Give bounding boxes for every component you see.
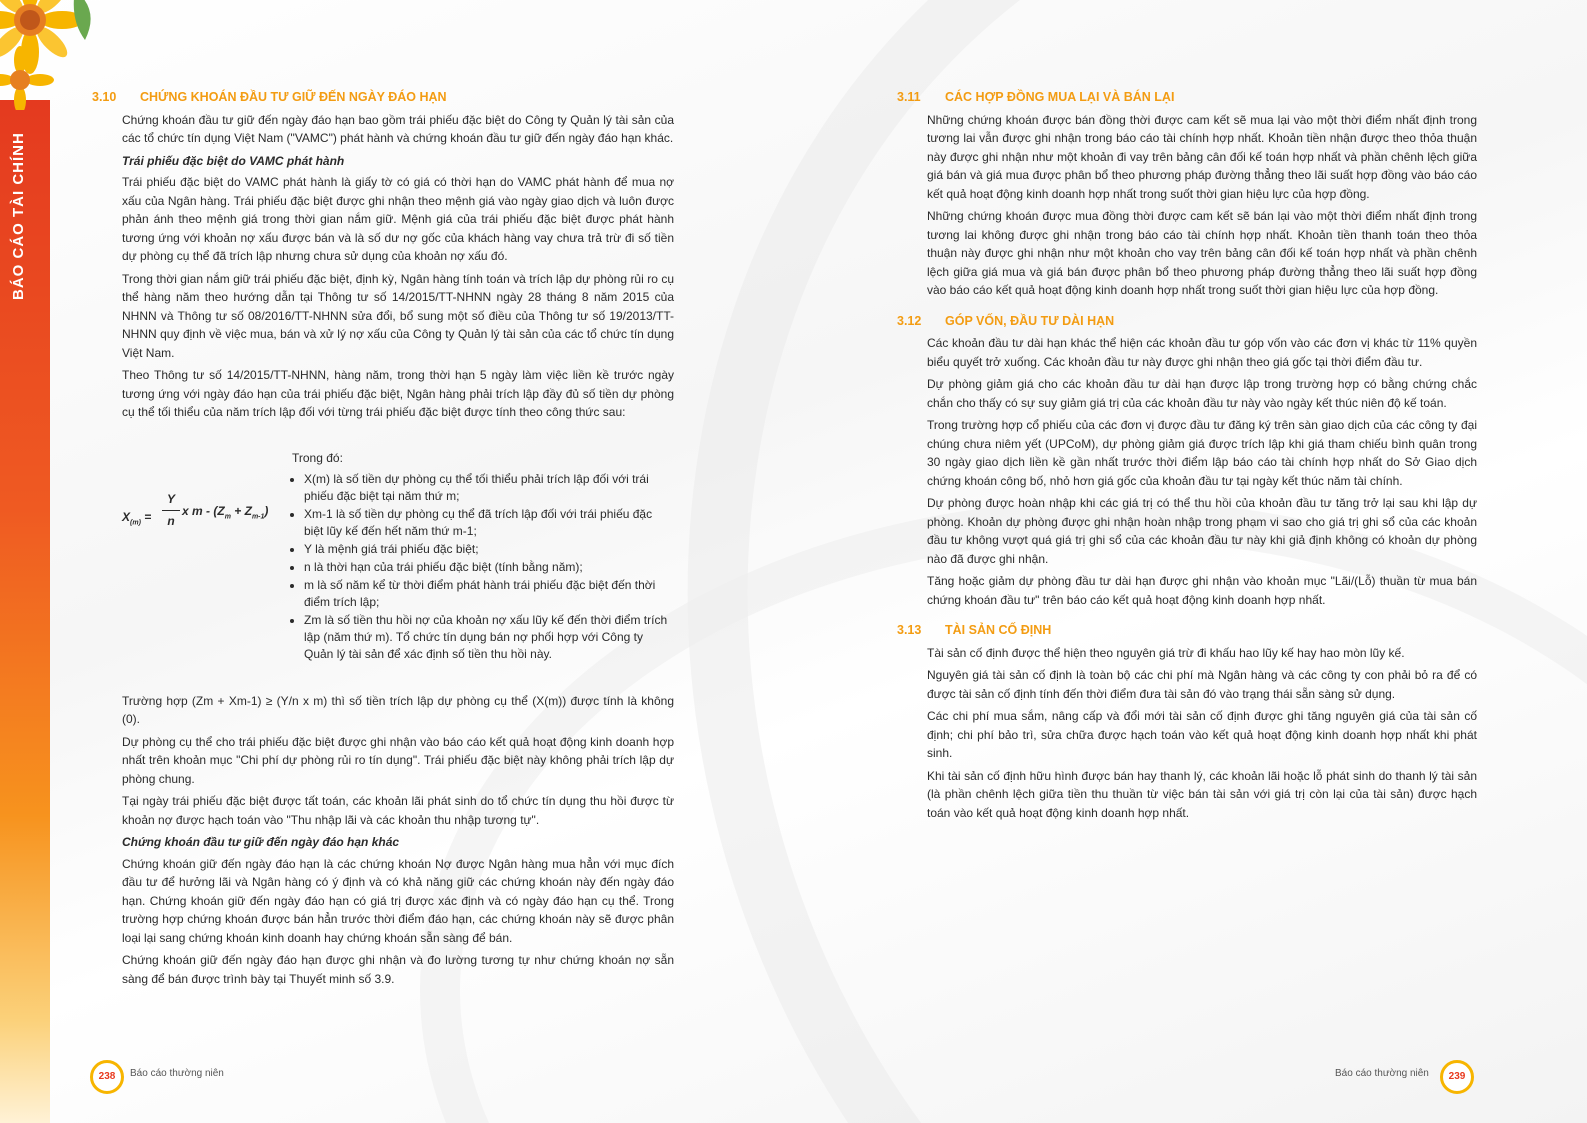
subheading: Chứng khoán đầu tư giữ đến ngày đáo hạn khác <box>122 835 400 849</box>
legend-item: • Xm-1 là số tiền dự phòng cụ thể đã trích lập đối với trái phiếu đặc biệt lũy kế đến hết năm thứ m-1; <box>304 506 674 540</box>
footer-title-left: Báo cáo thường niên <box>130 1068 224 1079</box>
paragraph: Tăng hoặc giảm dự phòng đầu tư dài hạn được ghi nhận vào khoản mục "Lãi/(Lỗ) thuần từ mua bán chứng khoán đầu tư" trên báo cáo kết quả hoạt động kinh doanh hợp nhất. <box>927 574 1477 607</box>
left-column <box>92 88 674 992</box>
legend-item: • m là số năm kể từ thời điểm phát hành trái phiếu đặc biệt đến thời điểm trích lập; <box>304 577 674 611</box>
paragraph: Dự phòng cụ thể cho trái phiếu đặc biệt được ghi nhận vào báo cáo kết quả hoạt động kinh doanh hợp nhất trên khoản mục "Chi phí dự phòng rủi ro tín dụng". Trái phiếu đặc biệt này không phải trích lập dự phòng chung. <box>122 734 674 786</box>
formula-block <box>122 450 674 682</box>
page-number-right: 239 <box>1440 1060 1474 1094</box>
formula-equals: = <box>144 509 152 524</box>
footer-title-right: Báo cáo thường niên <box>1335 1068 1429 1079</box>
paragraph: Những chứng khoán được mua đồng thời được cam kết sẽ bán lại vào một thời điểm nhất định trong tương lai không được ghi nhận trong báo cáo tài chính hợp nhất. Khoản tiền thanh toán theo thỏa thuận này được ghi nhận như một khoản cho vay trên bảng cân đối kế toán hợp nhất và phần chênh lệch giữa giá mua và giá bán được phân bổ theo phương pháp đường thẳng theo lãi suất hợp đồng vào báo cáo kết quả hoạt động kinh doanh hợp nhất trong suốt thời gian hiệu lực của hợp đồng. <box>927 209 1477 297</box>
paragraph: Chứng khoán giữ đến ngày đáo hạn là các chứng khoán Nợ được Ngân hàng mua hẳn với mục đích đầu tư để hưởng lãi và Ngân hàng có ý định và có khả năng giữ các chứng khoán này đến ngày đáo hạn. Chứng khoán giữ đến ngày đáo hạn có giá trị được xác định và có ngày đáo hạn cụ thể. Trong trường hợp chứng khoán được bán hẳn trước thời điểm đáo hạn, các chứng khoán này sẽ được phân loại lại sang chứng khoán kinh doanh hay chứng khoán sẵn sàng để bán. <box>122 856 674 945</box>
legend-item: • X(m) là số tiền dự phòng cụ thể tối thiểu phải trích lập đối với trái phiếu đặc biệt tại năm thứ m; <box>304 471 674 505</box>
paragraph: Tại ngày trái phiếu đặc biệt được tất toán, các khoản lãi phát sinh do tổ chức tín dụng thu hồi được từ khoản nợ được hạch toán vào "Thu nhập lãi và các khoản thu nhập tương tự". <box>122 794 674 827</box>
formula-z: Z <box>217 503 225 518</box>
formula-z2-sub: m-1 <box>251 512 265 520</box>
paragraph: Tài sản cố định được thể hiện theo nguyên giá trừ đi khấu hao lũy kế hay hao mòn lũy kế. <box>927 645 1405 660</box>
paragraph: Theo Thông tư số 14/2015/TT-NHNN, hàng năm, trong thời hạn 5 ngày làm việc liền kề trước ngày tương ứng với ngày đáo hạn của trái phiếu đặc biệt, Ngân hàng phải trích lập đầy đủ số tiền dự phòng cụ thể tối thiểu của năm trích lập đối với từng trái phiếu đặc biệt được tính theo công thức sau: <box>122 368 674 419</box>
legend-list <box>292 471 674 663</box>
page-number-left: 238 <box>90 1060 124 1094</box>
section-number: 3.11 <box>897 90 921 104</box>
paragraph: Khi tài sản cố định hữu hình được bán hay thanh lý, các khoản lãi hoặc lỗ phát sinh do thanh lý tài sản (là phần chênh lệch giữa tiền thu thuần từ việc bán tài sản với giá trị còn lại của tài sản) được hạch toán vào kết quả hoạt động kinh doanh hợp nhất. <box>927 768 1477 820</box>
section-title: TÀI SẢN CỐ ĐỊNH <box>945 623 1052 637</box>
legend-item: • Zm là số tiền thu hồi nợ của khoản nợ xấu lũy kế đến thời điểm trích lập (năm thứ m). Tổ chức tín dụng bán nợ phối hợp với Công ty Quản lý tài sản để xác định số tiền thu hồi này. <box>304 612 674 663</box>
section-number: 3.12 <box>897 313 922 328</box>
legend-item: • Y là mệnh giá trái phiếu đặc biệt; <box>304 541 674 558</box>
paragraph: Dự phòng giảm giá cho các khoản đầu tư dài hạn được lập trong trường hợp có bằng chứng chắc chắn cho thấy có sự suy giảm giá trị của các khoản đầu tư này vào ngày kết thúc niên độ kế toán. <box>927 377 1477 410</box>
section-number: 3.10 <box>92 90 117 104</box>
formula-z2: Z <box>244 503 252 518</box>
section-heading-3-13 <box>897 621 1477 640</box>
subheading: Trái phiếu đặc biệt do VAMC phát hành <box>122 153 345 168</box>
right-column <box>897 88 1477 826</box>
section-title: GÓP VỐN, ĐẦU TƯ DÀI HẠN <box>945 313 1115 328</box>
section-heading-3-11 <box>897 88 1477 107</box>
provision-formula <box>122 490 282 540</box>
formula-lhs-sub: (m) <box>130 518 141 526</box>
paragraph: Nguyên giá tài sản cố định là toàn bộ các chi phí mà Ngân hàng và các công ty con phải bỏ ra để có được tài sản cố định tính đến thời điểm đưa tài sản đó vào trạng thái sẵn sàng sử dụng. <box>927 668 1477 701</box>
section-number: 3.13 <box>897 623 922 637</box>
formula-rest: x m - ( <box>182 503 218 518</box>
paragraph: Trong thời gian nắm giữ trái phiếu đặc biệt, định kỳ, Ngân hàng tính toán và trích lập dự phòng rủi ro cụ thể hàng năm theo hướng dẫn tại Thông tư số 14/2015/TT-NHNN ngày 28 tháng 8 năm 2015 của NHNN và Thông tư số 08/2016/TT-NHNN sửa đổi, bổ sung một số điều của Thông tư số 19/2013/TT-NHNN quy định về việc mua, bán và xử lý nợ xấu của Công ty Quản lý tài sản của các tổ chức tín dụng Việt Nam. <box>122 271 674 360</box>
paragraph: Trường hợp (Zm + Xm-1) ≥ (Y/n x m) thì số tiền trích lập dự phòng cụ thể (X(m)) được tính là không (0). <box>122 693 674 726</box>
paragraph: Trái phiếu đặc biệt do VAMC phát hành là giấy tờ có giá có thời hạn do VAMC phát hành để mua nợ xấu của Ngân hàng. Trái phiếu đặc biệt được ghi nhận theo mệnh giá vào ngày giao dịch và luôn được phản ánh theo mệnh giá trong thời gian nắm giữ. Mệnh giá của trái phiếu đặc biệt được phát hành tương ứng với khoản nợ xấu được bán và là số dư nợ gốc của khách hàng vay chưa trả trừ đi số tiền dự phòng cụ thể đã trích lập nhưng chưa sử dụng của khoản nợ xấu đó. <box>122 175 674 263</box>
legend-item: • n là thời hạn của trái phiếu đặc biệt (tính bằng năm); <box>304 559 674 576</box>
paragraph: Các khoản đầu tư dài hạn khác thể hiện các khoản đầu tư góp vốn vào các đơn vị khác từ 11% quyền biểu quyết trở xuống. Các khoản đầu tư này được ghi nhận theo giá gốc tại thời điểm đầu tư. <box>927 336 1477 369</box>
formula-z-sub: m <box>224 512 231 520</box>
paragraph: Những chứng khoán được bán đồng thời được cam kết sẽ mua lại vào một thời điểm nhất định trong tương lai vẫn được ghi nhận trong báo cáo tài chính hợp nhất. Khoản tiền nhận được theo thỏa thuận này được ghi nhận như một khoản đi vay trên bảng cân đối kế toán hợp nhất và phần chênh lệch giữa giá bán và giá mua được phân bổ theo phương pháp đường thẳng theo lãi suất hợp đồng vào báo cáo kết quả hoạt động kinh doanh hợp nhất trong suốt thời gian hiệu lực của hợp đồng. <box>927 112 1477 201</box>
paragraph: Trong trường hợp cổ phiếu của các đơn vị được đầu tư đăng ký trên sàn giao dịch của các công ty đại chúng chưa niêm yết (UPCoM), dự phòng giảm giá được trích lập khi giá tham chiếu bình quân trong 30 ngày giao dịch liền kề gần nhất trước thời điểm lập báo cáo tài chính hợp nhất do Sở Giao dịch chứng khoán công bố, nhỏ hơn giá gốc của khoản đầu tư tại ngày kết thúc năm tài chính. <box>927 418 1477 488</box>
fraction-bar <box>162 510 180 511</box>
paragraph: Chứng khoán giữ đến ngày đáo hạn được ghi nhận và đo lường tương tự như chứng khoán nợ sẵn sàng để bán được trình bày tại Thuyết minh số 3.9. <box>122 953 674 986</box>
formula-close: ) <box>264 503 269 518</box>
side-title: BÁO CÁO TÀI CHÍNH <box>10 132 27 300</box>
paragraph: Các chi phí mua sắm, nâng cấp và đổi mới tài sản cố định được ghi tăng nguyên giá của tài sản cố định; chi phí bảo trì, sửa chữa được hạch toán vào kết quả hoạt động kinh doanh hợp nhất khi phát sinh. <box>927 709 1477 760</box>
section-heading-3-10 <box>92 88 674 107</box>
legend-title: Trong đó: <box>292 450 343 465</box>
formula-plus: + <box>230 503 245 518</box>
paragraph: Dự phòng được hoàn nhập khi các giá trị có thể thu hồi của khoản đầu tư tăng trở lại sau khi lập dự phòng. Khoản dự phòng được ghi nhận hoàn nhập trong phạm vi sao cho giá trị ghi sổ của các khoản đầu tư không vượt quá giá trị ghi sổ của các khoản đầu tư này khi giả định không có khoản dự phòng nào đã được ghi nhận. <box>927 496 1477 566</box>
paragraph: Chứng khoán đầu tư giữ đến ngày đáo hạn bao gồm trái phiếu đặc biệt do Công ty Quản lý tài sản của các tổ chức tín dụng Việt Nam ("VAMC") phát hành và chứng khoán đầu tư giữ đến ngày đáo hạn khác. <box>122 112 674 145</box>
section-heading-3-12 <box>897 312 1477 331</box>
section-title: CHỨNG KHOÁN ĐẦU TƯ GIỮ ĐẾN NGÀY ĐÁO HẠN <box>140 90 447 104</box>
formula-numerator: Y <box>166 491 175 506</box>
section-title: CÁC HỢP ĐỒNG MUA LẠI VÀ BÁN LẠI <box>945 90 1175 104</box>
formula-legend <box>292 450 674 664</box>
formula-lhs: X <box>122 509 131 524</box>
formula-denominator: n <box>167 513 175 528</box>
